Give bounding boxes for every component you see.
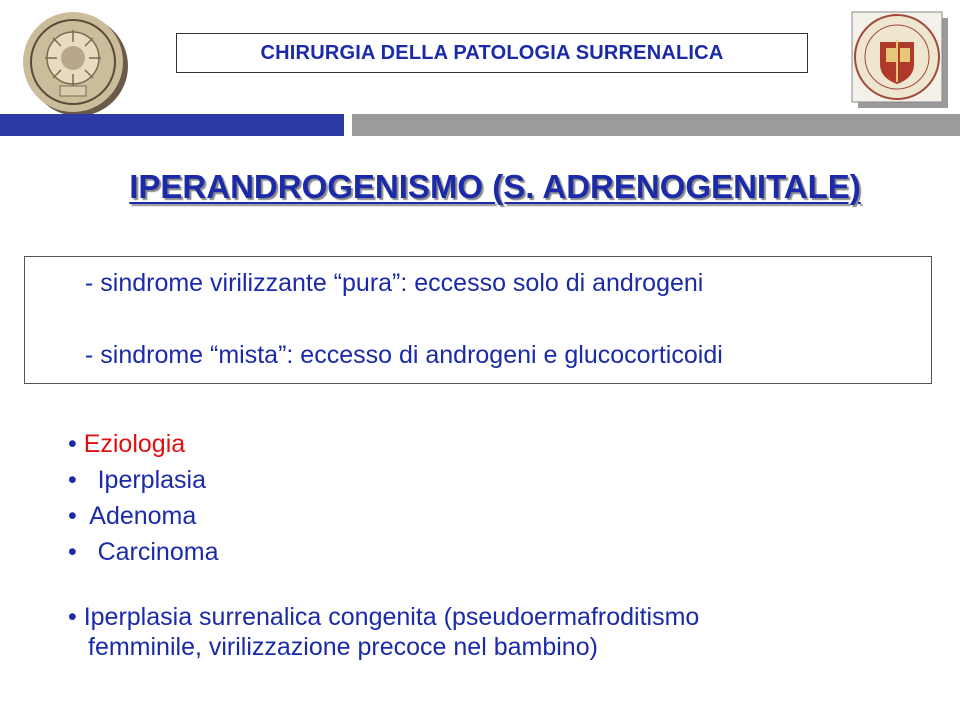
congenital-line-1: Iperplasia surrenalica congenita (pseudoermafroditismo xyxy=(83,603,700,631)
etiology-list xyxy=(68,426,699,662)
header-title-box xyxy=(176,33,808,73)
list-item: • Carcinoma xyxy=(68,538,219,566)
list-item-congenital: • Iperplasia surrenalica congenita (pseudoermafroditismo xyxy=(68,603,700,631)
etiology-heading: Eziologia xyxy=(83,430,186,458)
header-title: CHIRURGIA DELLA PATOLOGIA SURRENALICA xyxy=(260,41,724,64)
university-seal-icon xyxy=(18,8,130,118)
etiology-item-iperplasia: Iperplasia xyxy=(97,466,206,494)
list-item-congenital-cont xyxy=(68,632,699,662)
list-item: • Iperplasia xyxy=(68,466,206,494)
etiology-item-carcinoma: Carcinoma xyxy=(97,538,219,566)
hospital-seal-icon xyxy=(850,10,950,110)
slide-title xyxy=(0,168,960,206)
syndrome-pure: - sindrome virilizzante “pura”: eccesso solo di androgeni xyxy=(85,269,704,297)
congenital-line-2: femminile, virilizzazione precoce nel bambino) xyxy=(88,633,598,661)
list-item: • Adenoma xyxy=(68,502,197,530)
syndromes-box xyxy=(24,256,932,384)
syndrome-mixed: - sindrome “mista”: eccesso di androgeni e glucocorticoidi xyxy=(85,341,723,369)
etiology-item-adenoma: Adenoma xyxy=(89,502,197,530)
header-bar-gray xyxy=(352,114,960,136)
slide-title-text: IPERANDROGENISMO (S. ADRENOGENITALE) xyxy=(129,168,861,205)
list-item-etiology-heading: • Eziologia xyxy=(68,430,186,458)
header-bar-blue xyxy=(0,114,344,136)
